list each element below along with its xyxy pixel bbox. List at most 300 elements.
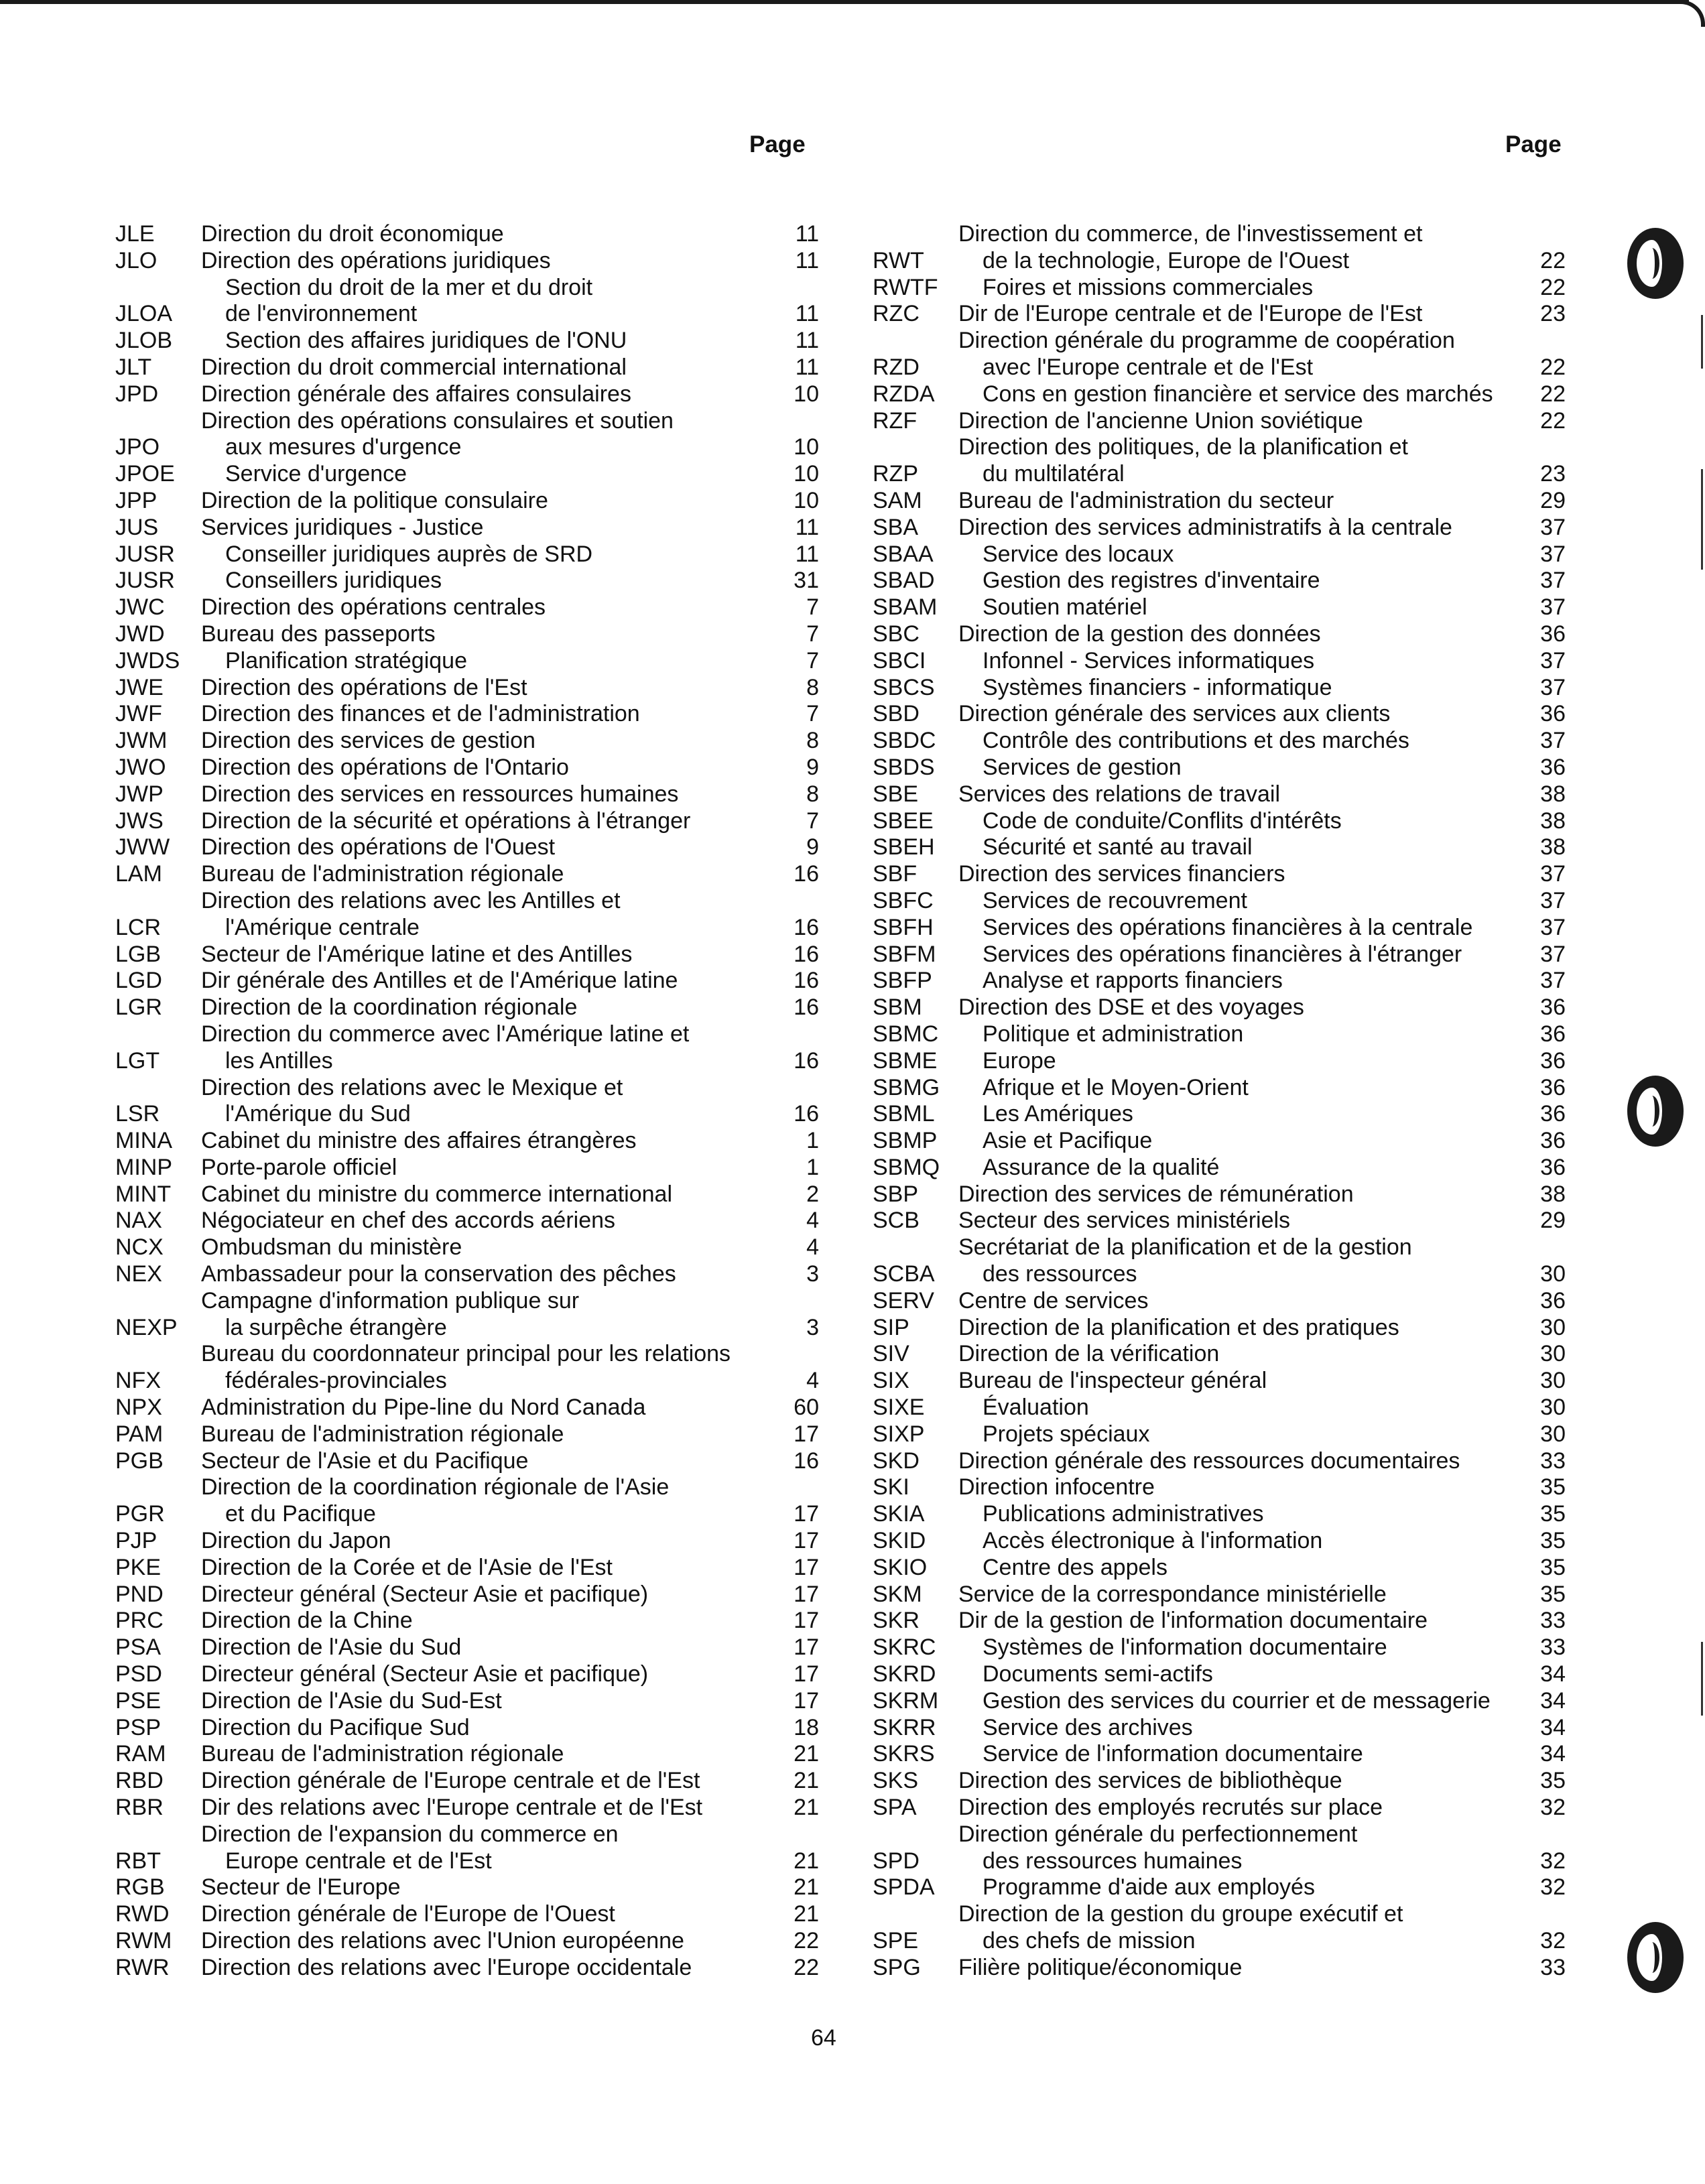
index-entry (115, 1421, 819, 1448)
entry-code: PGR (115, 1501, 165, 1527)
entry-description-line: Dir de l'Europe centrale et de l'Europe de l'Est (958, 301, 1423, 327)
entry-description-line: et du Pacifique (225, 1501, 376, 1527)
entry-description-line: Services de recouvrement (983, 887, 1247, 913)
index-entry (115, 1741, 819, 1768)
entry-code: SIXE (873, 1395, 925, 1421)
entry-page-number: 37 (1540, 914, 1566, 940)
entry-description (201, 675, 779, 702)
entry-page-number: 38 (1540, 834, 1566, 860)
entry-description (958, 621, 1512, 648)
entry-description (201, 1528, 779, 1555)
entry-description (201, 1234, 779, 1261)
entry-code: SBDS (873, 754, 935, 780)
index-entry (873, 781, 1566, 808)
index-entry (873, 541, 1566, 568)
entry-code: LCR (115, 914, 162, 940)
entry-description (201, 701, 779, 728)
entry-description (958, 1528, 1512, 1555)
entry-page-number: 30 (1540, 1368, 1566, 1394)
index-entry (873, 1688, 1566, 1715)
entry-description (958, 1421, 1512, 1448)
index-entry (115, 275, 819, 328)
entry-page-number: 16 (794, 941, 819, 967)
entry-description (958, 1341, 1512, 1368)
entry-description-line: Direction des relations avec les Antilles et (201, 887, 621, 913)
entry-description-line: Direction des finances et de l'administration (201, 701, 640, 727)
index-entry (115, 968, 819, 994)
entry-description (958, 408, 1512, 435)
index-entry (873, 1208, 1566, 1234)
entry-page-number: 17 (794, 1687, 819, 1714)
entry-page-number: 4 (806, 1368, 819, 1394)
entry-description-line: des ressources (983, 1261, 1137, 1287)
entry-page-number: 11 (795, 328, 819, 354)
entry-page-number: 37 (1540, 647, 1566, 673)
entry-code: LGT (115, 1047, 160, 1074)
index-entry (873, 808, 1566, 835)
entry-description-line: Europe (983, 1047, 1056, 1074)
entry-code: SBFC (873, 887, 934, 913)
entry-description-line: Direction des services de gestion (201, 728, 535, 754)
entry-description (201, 1608, 779, 1634)
entry-description (958, 701, 1512, 728)
entry-description (201, 781, 779, 808)
entry-description-line: Section du droit de la mer et du droit (225, 274, 593, 300)
index-entry (115, 568, 819, 594)
entry-description-line: Service d'urgence (225, 461, 407, 487)
entry-description (201, 1075, 779, 1129)
entry-code: SBFH (873, 914, 934, 940)
entry-description (201, 1474, 779, 1528)
entry-page-number: 30 (1540, 1395, 1566, 1421)
index-entry (873, 1048, 1566, 1075)
index-entry (873, 888, 1566, 915)
entry-code: RWD (115, 1901, 170, 1927)
entry-page-number: 17 (794, 1501, 819, 1527)
entry-description-line: la surpêche étrangère (225, 1314, 447, 1340)
entry-page-number: 2 (806, 1181, 819, 1207)
index-entry (115, 861, 819, 888)
entry-description-line: Asie et Pacifique (983, 1128, 1153, 1154)
entry-code: SBA (873, 514, 919, 540)
index-entry (873, 488, 1566, 515)
entry-code: SBME (873, 1047, 938, 1074)
entry-page-number: 17 (794, 1421, 819, 1447)
entry-description-line: Direction de la sécurité et opérations à l'étranger (201, 808, 691, 834)
entry-code: JUSR (115, 568, 175, 594)
entry-description (201, 1928, 779, 1955)
entry-code: JWF (115, 701, 162, 727)
entry-description-line: Direction de l'Asie du Sud-Est (201, 1687, 502, 1714)
entry-page-number: 11 (795, 221, 819, 247)
entry-page-number: 36 (1540, 994, 1566, 1021)
index-entry (115, 381, 819, 408)
index-entry (115, 1474, 819, 1528)
index-entry (115, 1608, 819, 1634)
entry-page-number: 7 (806, 701, 819, 727)
index-entry (115, 1795, 819, 1821)
entry-description (201, 1448, 779, 1475)
entry-description-line: Secteur de l'Europe (201, 1874, 401, 1901)
entry-description (201, 275, 779, 328)
entry-description-line: Direction du commerce, de l'investissement et (958, 221, 1423, 247)
entry-code: JWW (115, 834, 170, 860)
entry-page-number: 21 (794, 1741, 819, 1767)
entry-description-line: Section des affaires juridiques de l'ONU (225, 328, 627, 354)
entry-code: SBDC (873, 728, 936, 754)
entry-code: SBP (873, 1181, 919, 1207)
index-entry (115, 1075, 819, 1129)
entry-page-number: 16 (794, 1448, 819, 1474)
index-entry (873, 1395, 1566, 1421)
entry-description (201, 488, 779, 515)
entry-code: SBMQ (873, 1154, 940, 1180)
entry-code: SKM (873, 1581, 922, 1607)
index-entry (115, 355, 819, 381)
entry-code: RWM (115, 1928, 172, 1953)
entry-description (201, 1555, 779, 1582)
entry-description-line: Ombudsman du ministère (201, 1234, 462, 1261)
index-entry (873, 968, 1566, 994)
entry-description-line: Filière politique/économique (958, 1954, 1243, 1980)
entry-code: SBCI (873, 647, 926, 673)
entry-description-line: Les Amériques (983, 1101, 1133, 1127)
entry-page-number: 36 (1540, 754, 1566, 780)
entry-page-number: 32 (1540, 1848, 1566, 1874)
entry-code: RAM (115, 1741, 166, 1767)
entry-description (958, 381, 1512, 408)
entry-page-number: 23 (1540, 461, 1566, 487)
index-entry (873, 408, 1566, 435)
entry-description-line: Négociateur en chef des accords aériens (201, 1208, 616, 1234)
entry-code: PND (115, 1581, 164, 1607)
entry-page-number: 37 (1540, 514, 1566, 540)
entry-description-line: Direction des relations avec le Mexique et (201, 1074, 623, 1100)
entry-page-number: 11 (795, 247, 819, 273)
entry-code: SBF (873, 861, 918, 887)
index-entry (873, 1501, 1566, 1528)
index-entry (873, 1608, 1566, 1634)
index-entry (115, 248, 819, 275)
entry-code: SIV (873, 1341, 909, 1367)
index-entry (115, 621, 819, 648)
index-entry (873, 434, 1566, 488)
entry-code: SBEE (873, 808, 934, 834)
index-entry (115, 1955, 819, 1982)
entry-description-line: Sécurité et santé au travail (983, 834, 1253, 860)
entry-code: JWP (115, 781, 164, 807)
index-entry (115, 1874, 819, 1901)
entry-code: JPD (115, 381, 159, 407)
entry-code: JWS (115, 808, 164, 834)
index-entry (115, 1234, 819, 1261)
index-entry (115, 1928, 819, 1955)
entry-code: JWM (115, 728, 168, 754)
entry-description (958, 834, 1512, 861)
entry-description-line: Europe centrale et de l'Est (225, 1848, 492, 1874)
entry-description (958, 434, 1512, 488)
entry-description (201, 1128, 779, 1155)
entry-description-line: Systèmes de l'information documentaire (983, 1634, 1387, 1661)
left-index-column (115, 221, 819, 1982)
index-entry (873, 1821, 1566, 1875)
entry-description-line: Direction de la Corée et de l'Asie de l'Est (201, 1554, 613, 1580)
entry-code: MINA (115, 1128, 172, 1154)
entry-description-line: Direction du droit commercial international (201, 354, 627, 380)
entry-page-number: 17 (794, 1528, 819, 1554)
entry-description-line: Direction de la politique consulaire (201, 487, 548, 513)
entry-page-number: 29 (1540, 487, 1566, 513)
entry-code: SBAD (873, 568, 935, 594)
index-entry (115, 541, 819, 568)
entry-code: JPO (115, 434, 160, 460)
entry-code: JWO (115, 754, 166, 780)
entry-page-number: 30 (1540, 1314, 1566, 1340)
entry-code: SKS (873, 1768, 919, 1794)
entry-description (201, 1955, 779, 1982)
entry-description (958, 1501, 1512, 1528)
entry-description-line: Conseillers juridiques (225, 568, 442, 594)
entry-description-line: Direction des DSE et des voyages (958, 994, 1304, 1021)
index-entry (873, 1448, 1566, 1475)
entry-description (958, 1821, 1512, 1875)
entry-description (958, 1234, 1512, 1288)
index-entry (115, 1582, 819, 1608)
entry-code: LGB (115, 941, 162, 967)
entry-description-line: Direction générale des services aux clients (958, 701, 1391, 727)
entry-code: PAM (115, 1421, 164, 1447)
entry-page-number: 11 (795, 541, 819, 567)
entry-code: SBC (873, 621, 920, 647)
entry-description (201, 1768, 779, 1795)
entry-description (958, 594, 1512, 621)
entry-page-number: 17 (794, 1608, 819, 1634)
entry-code: SBD (873, 701, 920, 727)
entry-description (958, 1955, 1512, 1982)
entry-description-line: Foires et missions commerciales (983, 274, 1314, 300)
index-entry (873, 648, 1566, 675)
index-entry (873, 1555, 1566, 1582)
entry-description-line: Centre des appels (983, 1554, 1167, 1580)
index-entry (873, 701, 1566, 728)
entry-description-line: Direction générale du programme de coopération (958, 328, 1455, 354)
entry-description (201, 1795, 779, 1821)
entry-description-line: Documents semi-actifs (983, 1661, 1213, 1687)
entry-description-line: Services juridiques - Justice (201, 514, 484, 540)
entry-page-number: 10 (794, 487, 819, 513)
entry-code: SKID (873, 1528, 926, 1554)
entry-page-number: 17 (794, 1634, 819, 1661)
entry-page-number: 1 (806, 1154, 819, 1180)
entry-description-line: Direction de l'Asie du Sud (201, 1634, 462, 1661)
index-entry (873, 1101, 1566, 1128)
entry-code: SBE (873, 781, 919, 807)
entry-description-line: Direction générale des ressources documentaires (958, 1448, 1460, 1474)
entry-page-number: 38 (1540, 808, 1566, 834)
entry-page-number: 33 (1540, 1448, 1566, 1474)
entry-description (958, 1128, 1512, 1155)
entry-description-line: Direction de la coordination régionale (201, 994, 578, 1021)
entry-description (201, 808, 779, 835)
entry-code: RGB (115, 1874, 165, 1901)
entry-page-number: 31 (794, 568, 819, 594)
entry-code: SPG (873, 1954, 921, 1980)
index-entry (873, 1528, 1566, 1555)
entry-page-number: 21 (794, 1795, 819, 1821)
entry-code: SERV (873, 1287, 934, 1313)
entry-code: SBAM (873, 594, 938, 621)
index-entry (115, 888, 819, 942)
entry-code: RBD (115, 1768, 164, 1794)
entry-description-line: Service des locaux (983, 541, 1174, 567)
entry-description-line: Bureau de l'administration régionale (201, 1421, 564, 1447)
entry-description (958, 1661, 1512, 1688)
entry-page-number: 22 (1540, 407, 1566, 434)
entry-description-line: Bureau des passeports (201, 621, 436, 647)
index-entry (873, 515, 1566, 541)
entry-description-line: Service des archives (983, 1714, 1193, 1740)
entry-code: SKIA (873, 1501, 925, 1527)
entry-description-line: Porte-parole officiel (201, 1154, 397, 1180)
entry-code: PSE (115, 1687, 162, 1714)
entry-code: SCBA (873, 1261, 935, 1287)
entry-description (958, 328, 1512, 381)
entry-page-number: 22 (1540, 247, 1566, 273)
entry-description (201, 994, 779, 1021)
index-entry (873, 301, 1566, 328)
entry-description (201, 1901, 779, 1928)
index-entry (115, 408, 819, 462)
entry-page-number: 36 (1540, 621, 1566, 647)
entry-code: MINT (115, 1181, 172, 1207)
entry-description (958, 1368, 1512, 1395)
entry-code: SKRD (873, 1661, 936, 1687)
index-entry (115, 1021, 819, 1075)
entry-code: SBML (873, 1101, 935, 1127)
index-entry (873, 275, 1566, 302)
index-entry (873, 1795, 1566, 1821)
entry-description (958, 1208, 1512, 1234)
entry-description-line: Direction des services financiers (958, 861, 1285, 887)
entry-description-line: Direction des services en ressources humaines (201, 781, 679, 807)
entry-description (201, 1715, 779, 1742)
entry-code: RZDA (873, 381, 935, 407)
index-entry (873, 994, 1566, 1021)
entry-description-line: Direction de la gestion des données (958, 621, 1321, 647)
entry-page-number: 35 (1540, 1768, 1566, 1794)
entry-page-number: 35 (1540, 1554, 1566, 1580)
entry-code: LGD (115, 968, 162, 994)
entry-page-number: 36 (1540, 1154, 1566, 1180)
entry-description-line: Service de l'information documentaire (983, 1741, 1363, 1767)
entry-description-line: Bureau de l'inspecteur général (958, 1368, 1267, 1394)
entry-description (958, 488, 1512, 515)
entry-description (201, 221, 779, 248)
index-entry (115, 1768, 819, 1795)
entry-code: MINP (115, 1154, 172, 1180)
entry-description (958, 1715, 1512, 1742)
entry-description-line: Cons en gestion financière et service des marchés (983, 381, 1493, 407)
entry-description (201, 1208, 779, 1234)
entry-description (201, 861, 779, 888)
entry-page-number: 30 (1540, 1341, 1566, 1367)
entry-description (958, 1101, 1512, 1128)
entry-code: PKE (115, 1554, 162, 1580)
index-entry (873, 1955, 1566, 1982)
index-entry (873, 1474, 1566, 1501)
entry-description (958, 275, 1512, 302)
index-entry (873, 568, 1566, 594)
entry-description (201, 568, 779, 594)
entry-description-line: Programme d'aide aux employés (983, 1874, 1315, 1901)
index-entry (115, 942, 819, 968)
entry-description-line: Direction du commerce avec l'Amérique latine et (201, 1021, 690, 1047)
entry-description (958, 1741, 1512, 1768)
index-entry (115, 328, 819, 355)
entry-description-line: Direction générale de l'Europe centrale et de l'Est (201, 1768, 700, 1794)
entry-page-number: 60 (794, 1395, 819, 1421)
entry-description-line: Gestion des services du courrier et de messagerie (983, 1687, 1491, 1714)
entry-description (201, 1741, 779, 1768)
entry-code: RBT (115, 1848, 161, 1874)
entry-page-number: 37 (1540, 887, 1566, 913)
entry-code: PSA (115, 1634, 162, 1661)
index-entry (873, 1075, 1566, 1102)
entry-code: SAM (873, 487, 922, 513)
entry-description-line: Direction générale des affaires consulaires (201, 381, 631, 407)
entry-page-number: 10 (794, 434, 819, 460)
entry-description-line: Direction des services de rémunération (958, 1181, 1354, 1207)
entry-page-number: 10 (794, 381, 819, 407)
entry-description-line: Direction des opérations consulaires et soutien (201, 407, 674, 434)
index-entry (115, 808, 819, 835)
entry-description-line: Direction des services de bibliothèque (958, 1768, 1342, 1794)
entry-description (958, 1768, 1512, 1795)
entry-code: SBMP (873, 1128, 938, 1154)
entry-code: NCX (115, 1234, 164, 1261)
entry-description-line: Dir des relations avec l'Europe centrale et de l'Est (201, 1795, 703, 1821)
index-entry (115, 221, 819, 248)
entry-description-line: Évaluation (983, 1395, 1089, 1421)
entry-code: RZC (873, 301, 920, 327)
entry-page-number: 35 (1540, 1581, 1566, 1607)
entry-description-line: de l'environnement (225, 301, 418, 327)
index-entry (115, 1448, 819, 1475)
index-entry (873, 942, 1566, 968)
index-entry (873, 1341, 1566, 1368)
entry-description-line: Conseiller juridiques auprès de SRD (225, 541, 593, 567)
entry-description-line: Soutien matériel (983, 594, 1147, 621)
index-entry (873, 728, 1566, 755)
entry-description (958, 1315, 1512, 1342)
entry-description-line: Direction des relations avec l'Europe occidentale (201, 1954, 692, 1980)
entry-description (958, 968, 1512, 994)
entry-page-number: 32 (1540, 1928, 1566, 1953)
entry-description-line: Centre de services (958, 1287, 1149, 1313)
entry-code: PGB (115, 1448, 164, 1474)
entry-code: SKRM (873, 1687, 939, 1714)
entry-description (958, 1688, 1512, 1715)
entry-description (958, 1795, 1512, 1821)
entry-description-line: aux mesures d'urgence (225, 434, 462, 460)
entry-page-number: 9 (806, 754, 819, 780)
entry-description (201, 594, 779, 621)
entry-code: PJP (115, 1528, 157, 1554)
entry-page-number: 3 (806, 1314, 819, 1340)
entry-page-number: 38 (1540, 781, 1566, 807)
entry-description (201, 1821, 779, 1875)
index-entry (873, 1874, 1566, 1901)
